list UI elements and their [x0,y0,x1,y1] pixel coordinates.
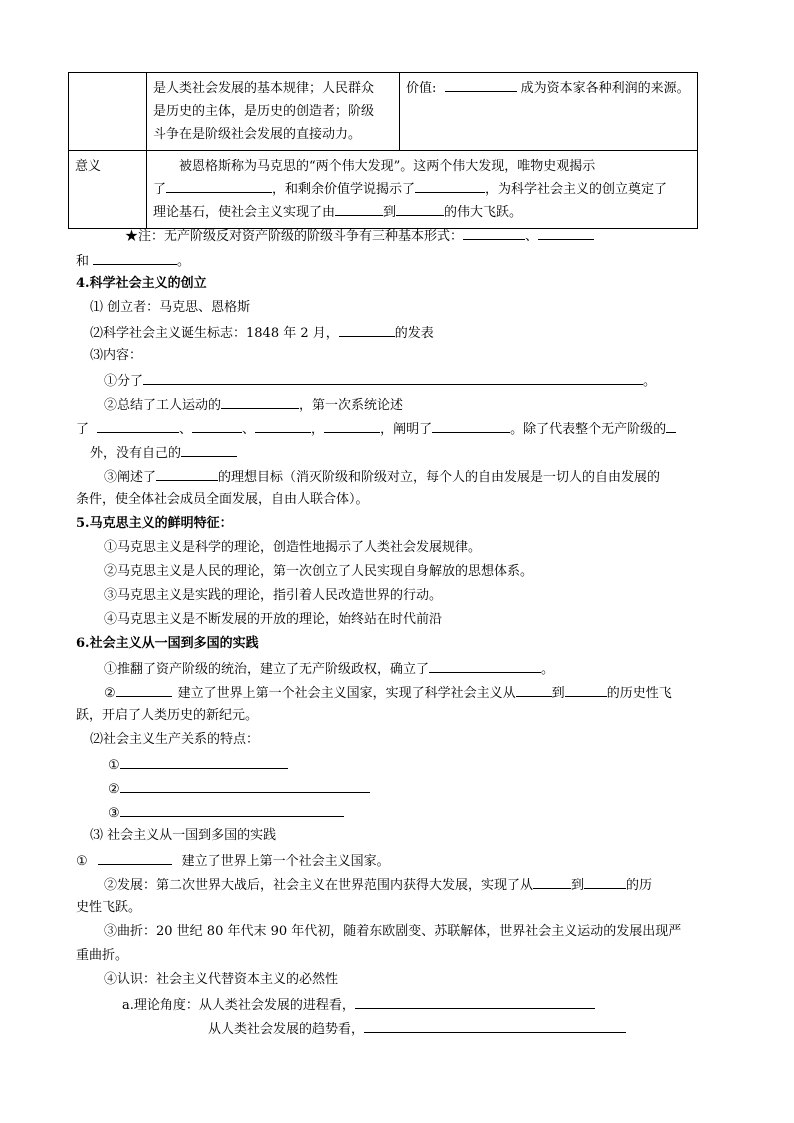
text-fragment: 理论基石，使社会主义实现了由 [153,205,336,220]
table-cell-value [400,73,698,151]
text-fragment: 到 [551,686,565,701]
separator: 、 [525,229,539,244]
blank-field[interactable] [335,201,383,216]
text-fragment: 的历 [626,878,653,893]
s6-sub-3: ⑶ 社会主义从一国到多国的实践 [90,828,277,843]
blank-field[interactable] [432,418,510,433]
s6-q3-cont: 重曲折。 [76,948,129,963]
text-fragment: 了 [76,422,90,437]
note-text: 和 [76,254,90,269]
text-fragment: 到 [383,205,397,220]
s6-a2 [208,1018,626,1040]
blank-field[interactable] [666,418,676,433]
text-fragment: ② [108,782,120,797]
s6-mark-3 [108,802,344,824]
text-fragment: ② [104,686,116,701]
text-line: 是历史的主体，是历史的创造者；阶级 [153,104,375,119]
separator: 、 [242,422,256,437]
blank-field[interactable] [120,802,344,817]
s4-content-2 [104,394,403,416]
s6-q3: ③曲折：20 世纪 80 年代末 90 年代初，随着东欧剧变、苏联解体，世界社会主义运动的发展出现严 [104,924,682,939]
text-line: 斗争在是阶级社会发展的直接动力。 [153,127,362,142]
s5-item: ②马克思主义是人民的理论，第一次创立了人民实现自身解放的思想体系。 [104,564,534,579]
s4-content-2-cont [76,418,676,440]
blank-field[interactable] [116,682,172,697]
text-line [153,201,691,224]
s6-q1 [76,850,390,872]
blank-field[interactable] [533,874,571,889]
s6-point-1 [104,658,554,680]
table-cell-significance [147,151,698,229]
separator: ， [311,422,325,437]
blank-field[interactable] [396,201,444,216]
blank-field[interactable] [166,178,272,193]
s4-content-3 [104,466,660,488]
blank-field[interactable] [143,370,643,385]
text-fragment: 的历史性飞 [606,686,672,701]
blank-field[interactable] [120,754,288,769]
blank-field[interactable] [516,682,552,697]
s4-item-2 [90,322,434,344]
blank-field[interactable] [339,322,395,337]
value-prefix: 价值: [406,81,437,96]
blank-field[interactable] [355,994,595,1009]
text-fragment: ，第一次系统论述 [299,398,404,413]
blank-field[interactable] [565,682,607,697]
text-fragment: 建立了世界上第一个社会主义国家，实现了科学社会主义从 [177,686,516,701]
blank-field[interactable] [415,178,485,193]
table-cell-law [147,73,400,151]
s6-q2 [104,874,652,896]
blank-field[interactable] [120,778,370,793]
blank-field[interactable] [97,418,179,433]
text-fragment: 。 [541,662,555,677]
text-fragment: 建立了世界上第一个社会主义国家。 [181,854,390,869]
s6-q2-cont: 史性飞跃。 [76,900,142,915]
text-fragment: ③ [108,806,120,821]
s5-item: ④马克思主义是不断发展的开放的理论，始终站在时代前沿 [104,612,443,627]
blank-field[interactable] [93,250,177,265]
s6-a1 [122,994,595,1016]
text-fragment: 外，没有自己的 [90,446,182,461]
text-fragment: ，阐明了 [380,422,433,437]
blank-field[interactable] [192,418,242,433]
blank-field[interactable] [98,850,172,865]
summary-table [68,72,698,229]
text-fragment: ③阐述了 [104,470,157,485]
blank-field[interactable] [463,225,525,240]
text-fragment: 的伟大飞跃。 [444,205,523,220]
s6-point-2 [104,682,672,704]
text-line [153,178,691,201]
text-fragment: ① [76,854,88,869]
note-text: 。 [177,254,191,269]
blank-field[interactable] [255,418,311,433]
note-line-2 [76,250,190,272]
text-fragment: 的发表 [394,326,434,341]
text-fragment: ①分了 [104,374,144,389]
text-line: 是人类社会发展的基本规律；人民群众 [153,81,375,96]
note-line-1 [125,225,594,247]
text-fragment: ① [108,758,120,773]
s4-content-2-cont2 [90,442,237,464]
table-cell-empty [69,73,147,151]
text-fragment: ①推翻了资产阶级的统治，建立了无产阶级政权，确立了 [104,662,430,677]
blank-field[interactable] [364,1018,626,1033]
text-fragment: 的理想目标（消灭阶级和阶级对立，每个人的自由发展是一切人的自由发展的 [218,470,661,485]
table-row [69,73,698,151]
text-fragment: ，和剩余价值学说揭示了 [272,182,416,197]
blank-field[interactable] [538,225,594,240]
text-line: 被恩格斯称为马克思的“两个伟大发现”。这两个伟大发现，唯物史观揭示 [179,159,596,174]
section-5-title: 5.马克思主义的鲜明特征： [76,516,233,531]
text-fragment: 从人类社会发展的趋势看， [208,1022,365,1037]
text-fragment: 。除了代表整个无产阶级的 [510,422,667,437]
blank-field[interactable] [429,658,541,673]
value-suffix: 成为资本家各种利润的来源。 [520,81,690,96]
table-row [69,151,698,229]
text-fragment: ，为科学社会主义的创立奠定了 [485,182,668,197]
s4-item-1: ⑴ 创立者：马克思、恩格斯 [90,300,251,315]
blank-field[interactable] [156,466,218,481]
section-6-title: 6.社会主义从一国到多国的实践 [76,636,259,651]
separator: 、 [179,422,193,437]
row-label: 意义 [69,151,147,229]
text-fragment: 。 [643,374,657,389]
blank-field[interactable] [584,874,626,889]
s6-mark-1 [108,754,288,776]
s6-sub-2: ⑵社会主义生产关系的特点： [90,732,260,747]
text-fragment: ②发展：第二次世界大战后，社会主义在世界范围内获得大发展，实现了从 [104,878,534,893]
text-fragment: ②总结了工人运动的 [104,398,222,413]
s5-item: ①马克思主义是科学的理论，创造性地揭示了人类社会发展规律。 [104,540,482,555]
s4-item-3: ⑶内容： [90,348,143,363]
s6-point-2-cont: 跃，开启了人类历史的新纪元。 [76,708,259,723]
section-4-title: 4.科学社会主义的创立 [76,276,207,291]
text-fragment: ⑵科学社会主义诞生标志：1848 年 2 月， [90,326,339,341]
blank-field[interactable] [181,442,237,457]
s5-item: ③马克思主义是实践的理论，指引着人民改造世界的行动。 [104,588,443,603]
note-text: ★注：无产阶级反对资产阶级的阶级斗争有三种基本形式： [125,229,464,244]
s6-q4: ④认识：社会主义代替资本主义的必然性 [104,972,339,987]
s4-content-3-cont: 条件，使全体社会成员全面发展，自由人联合体）。 [76,492,369,507]
s4-content-1 [104,370,656,392]
blank-field[interactable] [324,418,380,433]
text-fragment: 到 [571,878,585,893]
blank-field[interactable] [221,394,299,409]
text-fragment: 了 [153,182,167,197]
blank-field[interactable] [445,77,517,92]
s6-mark-2 [108,778,370,800]
text-fragment: a.理论角度：从人类社会发展的进程看， [122,998,355,1013]
